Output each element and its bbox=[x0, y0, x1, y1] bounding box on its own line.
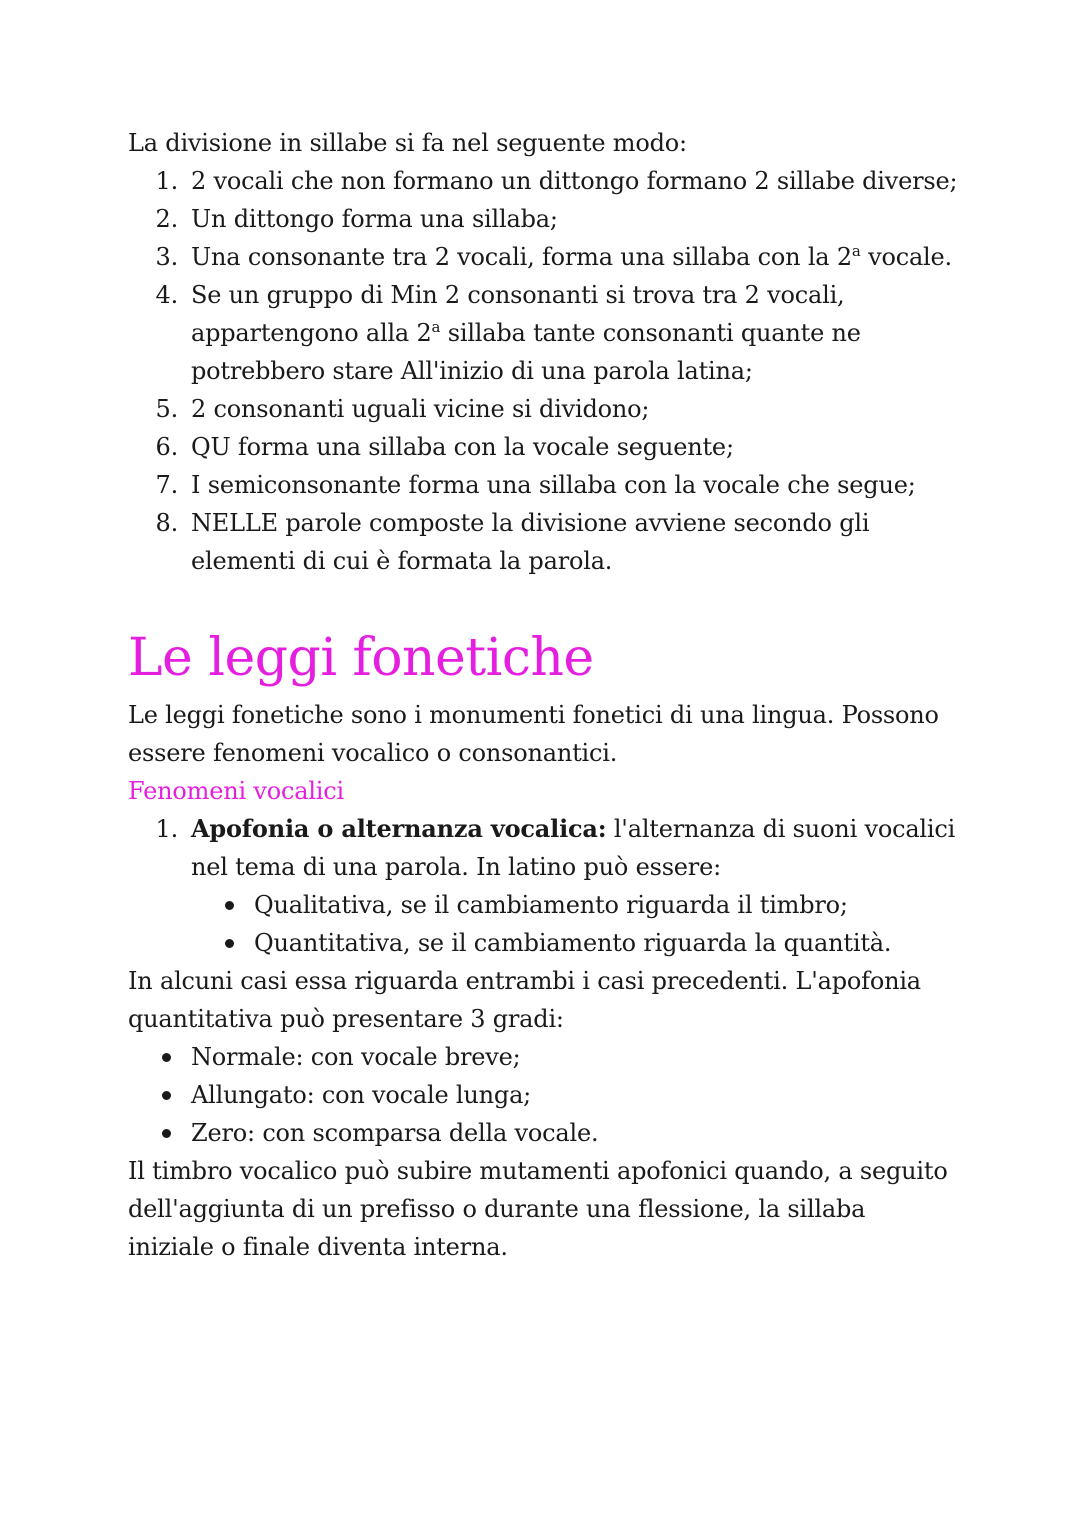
list-item-text: Zero: con scomparsa della vocale. bbox=[191, 1119, 599, 1147]
list-item bbox=[128, 886, 958, 924]
subheading: Fenomeni vocalici bbox=[128, 777, 344, 805]
term-label: Apofonia o alternanza vocalica: bbox=[191, 814, 607, 843]
list-item bbox=[128, 466, 958, 504]
section-intro-paragraph: Le leggi fonetiche sono i monumenti fonetici di una lingua. Possono essere fenomeni vocalico o consonantici. bbox=[128, 701, 939, 767]
bullet-icon bbox=[225, 939, 234, 948]
list-item bbox=[128, 1038, 958, 1076]
list-item-text: I semiconsonante forma una sillaba con la vocale che segue; bbox=[191, 471, 916, 499]
term-definition: l'alternanza di suoni vocalici nel tema di una parola. In latino può essere: bbox=[191, 815, 956, 881]
list-item-text: 2 consonanti uguali vicine si dividono; bbox=[191, 395, 650, 423]
list-item bbox=[128, 390, 958, 428]
list-item bbox=[128, 162, 958, 200]
degrees-paragraph: In alcuni casi essa riguarda entrambi i casi precedenti. L'apofonia quantitativa può presentare 3 gradi: bbox=[128, 967, 921, 1033]
list-number: 3. bbox=[155, 243, 178, 271]
list-number: 7. bbox=[155, 471, 178, 499]
bullet-icon bbox=[162, 1129, 171, 1138]
list-item-text: Un dittongo forma una sillaba; bbox=[191, 205, 558, 233]
list-item bbox=[128, 428, 958, 466]
list-item-text: vocale. bbox=[860, 243, 952, 271]
section-heading: Le leggi fonetiche bbox=[128, 628, 594, 688]
list-item bbox=[128, 238, 958, 276]
list-item bbox=[128, 1076, 958, 1114]
intro-paragraph: La divisione in sillabe si fa nel seguente modo: bbox=[128, 129, 687, 157]
bullet-icon bbox=[162, 1091, 171, 1100]
ordinal-superscript: a bbox=[851, 242, 861, 260]
list-item-text: 2 vocali che non formano un dittongo formano 2 sillabe diverse; bbox=[191, 167, 958, 195]
list-item-text: NELLE parole composte la divisione avviene secondo gli elementi di cui è formata la parola. bbox=[191, 509, 870, 575]
degrees-list bbox=[128, 1038, 958, 1152]
list-item bbox=[128, 276, 958, 390]
list-number: 1. bbox=[155, 815, 178, 843]
list-item-text: Quantitativa, se il cambiamento riguarda la quantità. bbox=[254, 929, 892, 957]
apophony-types-list bbox=[128, 886, 958, 962]
list-item bbox=[128, 1114, 958, 1152]
list-item-text: sillaba tante consonanti quante ne potrebbero stare All'inizio di una parola latina; bbox=[191, 319, 861, 385]
list-number: 2. bbox=[155, 205, 178, 233]
list-number: 4. bbox=[155, 281, 178, 309]
ordinal-superscript: a bbox=[431, 318, 441, 336]
bullet-icon bbox=[225, 901, 234, 910]
list-item-text: QU forma una sillaba con la vocale seguente; bbox=[191, 433, 734, 461]
document-body bbox=[128, 124, 958, 1266]
list-item-text: Normale: con vocale breve; bbox=[191, 1043, 521, 1071]
list-item-text: Se un gruppo di Min 2 consonanti si trova tra 2 vocali, appartengono alla 2 bbox=[191, 281, 845, 347]
list-item-text: Una consonante tra 2 vocali, forma una sillaba con la 2 bbox=[191, 243, 852, 271]
syllable-rules-list bbox=[128, 162, 958, 580]
phenomena-list bbox=[128, 810, 958, 886]
list-item-text: Qualitativa, se il cambiamento riguarda il timbro; bbox=[254, 891, 848, 919]
list-item bbox=[128, 924, 958, 962]
list-number: 5. bbox=[155, 395, 178, 423]
list-number: 8. bbox=[155, 509, 178, 537]
timbre-paragraph: Il timbro vocalico può subire mutamenti apofonici quando, a seguito dell'aggiunta di un prefisso o durante una flessione, la sillaba iniziale o finale diventa interna. bbox=[128, 1157, 948, 1261]
list-item bbox=[128, 504, 958, 580]
list-item-text: Allungato: con vocale lunga; bbox=[191, 1081, 532, 1109]
list-number: 1. bbox=[155, 167, 178, 195]
list-number: 6. bbox=[155, 433, 178, 461]
list-item bbox=[128, 810, 958, 886]
list-item bbox=[128, 200, 958, 238]
bullet-icon bbox=[162, 1053, 171, 1062]
